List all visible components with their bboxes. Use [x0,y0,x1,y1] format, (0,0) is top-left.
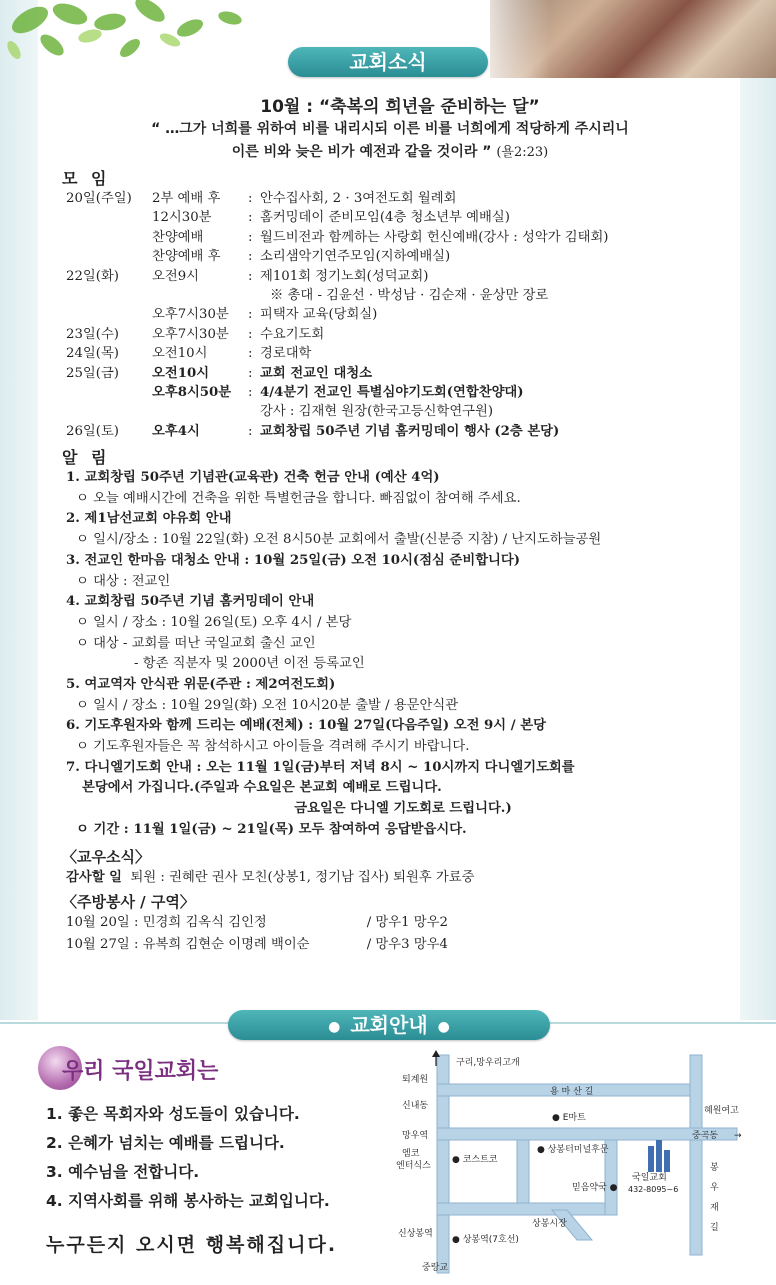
left-border [0,0,38,1020]
church-info-label: 교회안내 [350,1013,428,1037]
notice-line: ㅇ 기도후원자들은 꼭 참석하시고 아이들을 격려해 주시기 바랍니다. [76,739,470,755]
kitchen-row: 10월 20일 : 민경희 김옥식 김인정 / 망우1 망우2 [66,912,740,934]
schedule-text: 수요기도회 [260,326,325,342]
notice-line: 6. 기도후원자와 함께 드리는 예배(전체) : 10월 27일(다음주일) 오전 9시 / 본당 [66,718,546,734]
map-label-pharmacy: 믿음약국 ● [572,1183,618,1193]
schedule-row [40,325,740,344]
map-label-toegyewon: 퇴계원 [402,1075,429,1085]
schedule-separator: : [248,423,253,439]
kitchen-area: 망우1 망우2 [375,915,448,931]
schedule-separator: : [248,384,253,400]
map-label-emco: 엠코 [402,1149,420,1159]
schedule-time: 오후7시30분 [152,307,229,323]
members-line [66,867,740,889]
schedule-time: 2부 예배 후 [152,191,221,206]
notices-list [66,468,740,840]
map-road-market [437,1203,617,1215]
kitchen-heading: 〈주방봉사 / 구역〉 [62,893,195,912]
map-label-emart: ● E마트 [552,1113,586,1123]
verse-line-2: 이른 비와 늦은 비가 예전과 같을 것이라 ” [231,144,492,160]
church-point: 1. 좋은 목회자와 성도들이 있습니다. [46,1105,300,1123]
church-info-banner [228,1010,550,1040]
news-content [40,92,740,956]
bullet-dot-icon: ● [328,1018,341,1035]
schedule-text: 교회 전교인 대청소 [260,365,373,381]
schedule-row [40,286,740,305]
church-news-banner: 교회소식 [288,47,488,77]
notice-line: 7. 다니엘기도회 안내 : 오는 11월 1일(금)부터 저녁 8시 ~ 10시까지 다니엘기도회를 [66,759,575,775]
schedule-text: 교회창립 50주년 기념 홈커밍데이 행사 (2층 본당) [260,423,560,439]
schedule-separator: : [248,249,253,265]
schedule-date: 23일(수) [66,326,119,342]
meetings-schedule [40,189,740,441]
welcome-text: 누구든지 오시면 행복해집니다. [46,1234,338,1256]
church-building-icon [648,1140,670,1172]
kitchen-date: 10월 20일 [66,915,130,931]
notice-line: 5. 여교역자 안식관 위문(주관 : 제2여전도회) [66,676,336,692]
map-label-bongu-1: 봉 [710,1163,719,1173]
schedule-separator: : [248,268,253,284]
notice-line: 4. 교회창립 50주년 기념 홈커밍데이 안내 [66,594,315,610]
schedule-time: 오후7시30분 [152,326,229,342]
schedule-text: 제101회 정기노회(성덕교회) [260,268,429,284]
month-verse [40,118,740,164]
schedule-row [40,267,740,286]
notice-line: ㅇ 일시/장소 : 10월 22일(화) 오전 8시50분 교회에서 출발(신분증 지참) / 난지도하늘공원 [76,532,602,548]
members-label: 감사할 일 [66,870,123,886]
map-road-bongujae [690,1055,702,1255]
schedule-text: 월드비전과 함께하는 사랑회 헌신예배(강사 : 성악가 김태회) [260,229,609,245]
directions-map [392,1050,748,1278]
schedule-text: ※ 총대 - 김윤선 · 박성남 · 김순재 · 윤상만 장로 [270,287,549,303]
schedule-time: 오전10시 [152,346,208,362]
map-label-bongu-3: 재 [710,1203,719,1213]
notice-line: - 항존 직분자 및 2000년 이전 등록교인 [134,656,365,672]
schedule-text: 홈커밍데이 준비모임(4층 청소년부 예배실) [260,210,510,226]
map-label-phone: 432-8095~6 [628,1185,679,1194]
kitchen-list [40,912,740,956]
map-label-bongu-2: 우 [710,1183,719,1193]
bullet-dot-icon: ● [437,1018,450,1035]
map-label-yongmasan: 용 마 산 길 [550,1087,594,1097]
map-label-market: 상봉시장 [532,1219,567,1229]
schedule-separator: : [248,307,253,323]
map-svg [392,1050,748,1278]
schedule-time: 오후8시50분 [152,384,232,400]
schedule-time: 오전9시 [152,268,199,284]
notice-line: 금요일은 다니엘 기도회로 드립니다.) [294,801,512,817]
schedule-text: 4/4분기 전교인 특별심야기도회(연합찬양대) [260,384,524,400]
notice-line: ㅇ 일시 / 장소 : 10월 29일(화) 오전 10시20분 출발 / 용문안식관 [76,697,459,713]
church-points [46,1100,330,1216]
schedule-separator: : [248,191,253,206]
east-arrow-icon: → [734,1131,742,1141]
notice-line: 3. 전교인 한마음 대청소 안내 : 10월 25일(금) 오전 10시(점심 준비합니다) [66,552,521,568]
map-label-sinsangbong: 신상봉역 [398,1229,433,1239]
map-label-guri: 구리,망우리고개 [456,1058,520,1068]
church-intro-title: 우리 국일교회는 [62,1059,219,1084]
notices-heading: 알 림 [62,448,111,468]
church-point: 2. 은혜가 넘치는 예배를 드립니다. [46,1134,285,1152]
schedule-row [40,228,740,247]
schedule-text: 피택자 교육(당회실) [260,307,378,323]
notice-line: ㅇ 대상 - 교회를 떠난 국일교회 출신 교인 [76,635,316,651]
map-label-church: 국일교회 [632,1173,667,1183]
leaves-decoration [0,0,300,80]
schedule-time: 오후4시 [152,423,200,439]
month-title: 10월 : “축복의 희년을 준비하는 달” [260,97,540,117]
map-label-junggok: 중곡동 [692,1131,719,1141]
schedule-time: 12시30분 [152,210,212,226]
schedule-separator: : [248,346,253,362]
members-text: 퇴원 : 권혜란 권사 모친(상봉1, 정기남 집사) 퇴원후 가료중 [130,870,475,886]
schedule-date: 20일(주일) [66,191,132,206]
kitchen-date: 10월 27일 [66,937,130,953]
notice-line: 1. 교회창립 50주년 기념관(교육관) 건축 헌금 안내 (예산 4억) [66,470,440,486]
schedule-time: 오전10시 [152,365,210,381]
church-point: 3. 예수님을 전합니다. [46,1163,200,1181]
notice-line: ㅇ 대상 : 전교인 [76,573,171,589]
kitchen-names: 민경희 김옥식 김인정 [142,915,267,931]
notice-line: ㅇ 일시 / 장소 : 10월 26일(토) 오후 4시 / 본당 [76,614,352,630]
schedule-row [40,364,740,383]
kitchen-names: 유복희 김현순 이명례 백이순 [142,937,310,953]
members-heading: 〈교우소식〉 [62,848,150,867]
schedule-row [40,305,740,324]
meetings-heading: 모 임 [62,169,111,188]
schedule-row [40,402,740,421]
map-label-terminal: ● 상봉터미널후문 [537,1145,609,1155]
map-label-hyewon: 혜원여고 [704,1106,739,1116]
schedule-date: 24일(목) [66,346,119,362]
map-label-sinnae: 신내동 [402,1101,429,1111]
schedule-row [40,247,740,266]
north-arrowhead-icon [432,1050,440,1057]
map-label-sangbong7: ● 상봉역(7호선) [452,1235,519,1245]
right-border [740,0,776,1020]
schedule-text: 경로대학 [260,346,312,362]
map-label-costco: ● 코스트코 [452,1155,498,1165]
schedule-separator: : [248,326,253,342]
verse-line-1: “ …그가 너희를 위하여 비를 내리시되 이른 비를 너희에게 적당하게 주시리니 [151,121,629,137]
schedule-row [40,189,740,208]
schedule-date: 25일(금) [66,365,119,381]
notice-line: ㅇ 기간 : 11월 1일(금) ~ 21일(목) 모두 참여하여 응답받읍시다. [76,821,467,837]
schedule-date: 26일(토) [66,423,119,439]
schedule-row [40,422,740,441]
kitchen-row: 10월 27일 : 유복희 김현순 이명례 백이순 / 망우3 망우4 [66,934,740,956]
notice-line: 2. 제1남선교회 야유회 안내 [66,511,232,527]
church-point: 4. 지역사회를 위해 봉사하는 교회입니다. [46,1192,330,1210]
verse-reference: (욜2:23) [496,145,549,160]
map-road-terminal [517,1140,529,1210]
map-label-entersys: 엔터식스 [396,1161,431,1171]
schedule-separator: : [248,210,253,226]
schedule-time: 찬양예배 [152,229,204,245]
schedule-time: 찬양예배 후 [152,249,221,265]
schedule-text: 소리샘악기연주모임(지하예배실) [260,249,451,265]
schedule-date: 22일(화) [66,268,119,284]
schedule-row [40,383,740,402]
verse-line-2-wrap [40,141,740,164]
schedule-row [40,344,740,363]
schedule-text: 강사 : 김재현 원장(한국고등신학연구원) [260,404,494,420]
notice-line: 본당에서 가집니다.(주일과 수요일은 본교회 예배로 드립니다. [82,780,442,796]
schedule-row [40,208,740,227]
map-label-mangu: 망우역 [402,1131,429,1141]
notice-line: ㅇ 오늘 예배시간에 건축을 위한 특별헌금을 합니다. 빠짐없이 참여해 주세요. [76,490,521,506]
map-label-bongu-4: 길 [710,1223,719,1233]
schedule-separator: : [248,229,253,245]
schedule-separator: : [248,365,253,381]
schedule-text: 안수집사회, 2 · 3여전도회 월례회 [260,191,457,206]
map-label-jungnang: 중랑교 [422,1263,449,1273]
kitchen-area: 망우3 망우4 [375,937,448,953]
